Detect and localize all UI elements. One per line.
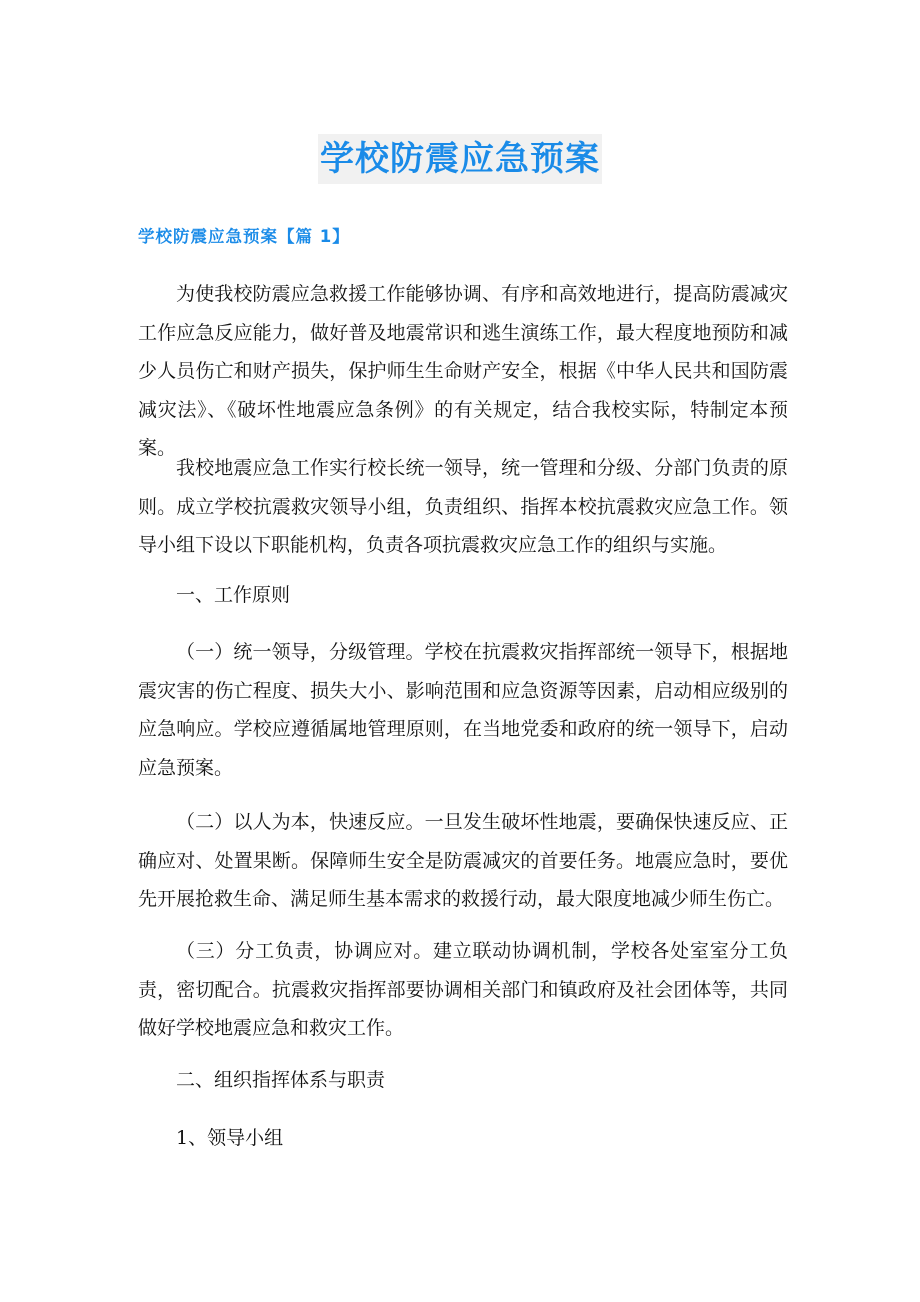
paragraph-principle-2: （二）以人为本，快速反应。一旦发生破坏性地震，要确保快速反应、正确应对、处置果断。保障师生安全是防震减灾的首要任务。地震应急时，要优先开展抢救生命、满足师生基本需求的救援行动，最大限度地减少师生伤亡。	[138, 811, 788, 910]
heading-organization: 二、组织指挥体系与职责	[176, 1069, 386, 1091]
document-title: 学校防震应急预案	[318, 134, 602, 184]
paragraph-principle-overview: 我校地震应急工作实行校长统一领导，统一管理和分级、分部门负责的原则。成立学校抗震救灾领导小组，负责组织、指挥本校抗震救灾应急工作。领导小组下设以下职能机构，负责各项抗震救灾应急工作的组织与实施。	[138, 457, 788, 556]
title-container	[0, 134, 920, 184]
section-title: 学校防震应急预案【篇 1】	[138, 227, 350, 246]
paragraph-intro: 为使我校防震应急救援工作能够协调、有序和高效地进行，提高防震减灾工作应急反应能力，做好普及地震常识和逃生演练工作，最大程度地预防和减少人员伤亡和财产损失，保护师生生命财产安全，根据《中华人民共和国防震减灾法》、《破坏性地震应急条例》的有关规定，结合我校实际，特制定本预案。	[138, 283, 788, 459]
paragraph-principle-3: （三）分工负责，协调应对。建立联动协调机制，学校各处室室分工负责，密切配合。抗震救灾指挥部要协调相关部门和镇政府及社会团体等，共同做好学校地震应急和救灾工作。	[138, 940, 788, 1039]
paragraph-principle-1: （一）统一领导，分级管理。学校在抗震救灾指挥部统一领导下，根据地震灾害的伤亡程度、损失大小、影响范围和应急资源等因素，启动相应级别的应急响应。学校应遵循属地管理原则，在当地党委和政府的统一领导下，启动应急预案。	[138, 641, 788, 779]
heading-work-principles: 一、工作原则	[176, 584, 291, 606]
heading-leadership-group: 1、领导小组	[176, 1127, 284, 1149]
